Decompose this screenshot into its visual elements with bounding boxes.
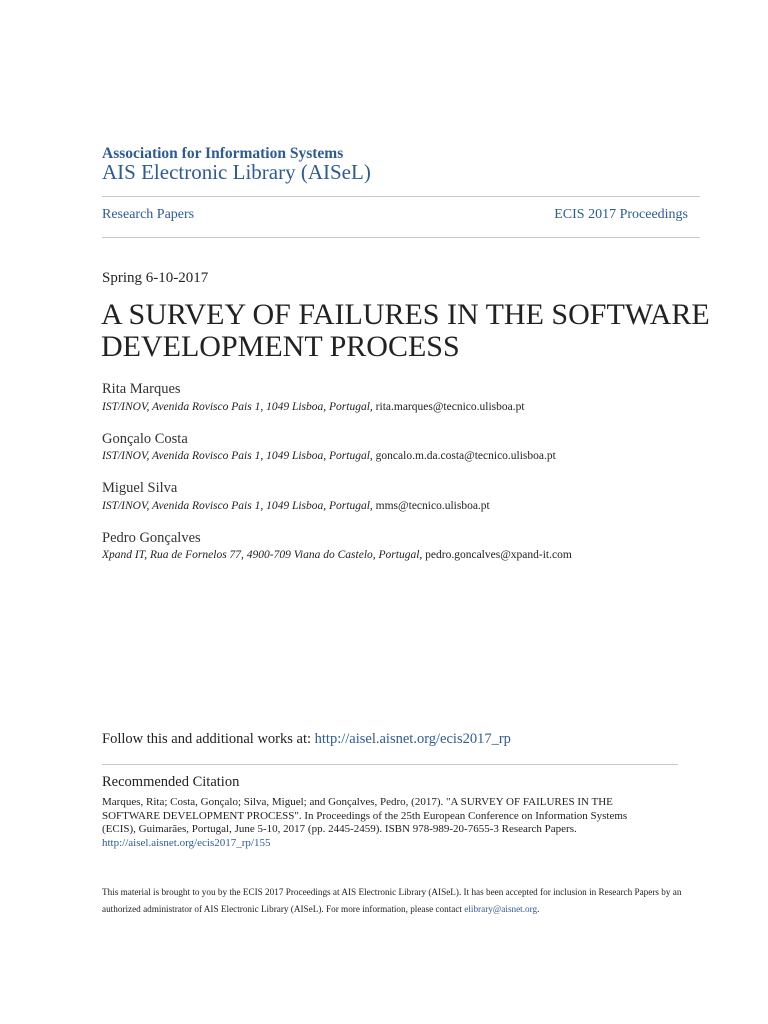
author-email: mms@tecnico.ulisboa.pt	[375, 500, 490, 512]
paper-title: A SURVEY OF FAILURES IN THE SOFTWARE DEVELOPMENT PROCESS	[101, 298, 710, 363]
association-name[interactable]: Association for Information Systems	[102, 145, 344, 162]
author-name: Miguel Silva	[102, 480, 178, 496]
follow-text: Follow this and additional works at:	[102, 731, 312, 747]
author-affiliation	[102, 549, 572, 561]
research-papers-link[interactable]: Research Papers	[102, 207, 195, 222]
footer-email-link[interactable]: elibrary@aisnet.org	[464, 903, 538, 914]
affiliation-text: IST/INOV, Avenida Rovisco Pais 1, 1049 Lisboa, Portugal,	[102, 500, 373, 512]
author-name: Pedro Gonçalves	[102, 530, 201, 546]
author-name: Gonçalo Costa	[102, 431, 188, 447]
header-divider-top	[102, 196, 700, 197]
library-name[interactable]: AIS Electronic Library (AISeL)	[102, 160, 371, 184]
citation-divider	[102, 764, 678, 765]
recommended-citation-heading: Recommended Citation	[102, 774, 240, 790]
author-affiliation	[102, 500, 490, 512]
author-name: Rita Marques	[102, 381, 181, 397]
affiliation-text: IST/INOV, Avenida Rovisco Pais 1, 1049 Lisboa, Portugal,	[102, 401, 373, 413]
citation-text: Marques, Rita; Costa, Gonçalo; Silva, Miguel; and Gonçalves, Pedro, (2017). "A SURVEY OF FAILURES IN THE SOFTWARE DEVELOPMENT PROCESS". In Proceedings of the 25th European Conference on Information Systems (ECIS), Guimarães, Portugal, June 5-10, 2017 (pp. 2445-2459). ISBN 978-989-20-7655-3 Research Papers.	[102, 796, 628, 836]
author-affiliation	[102, 450, 556, 462]
citation-body	[102, 796, 662, 851]
footer-notice	[102, 884, 682, 917]
footer-text: This material is brought to you by the ECIS 2017 Proceedings at AIS Electronic Library (AISeL). It has been accepted for inclusion in Research Papers by an authorized administrator of AIS Electronic Library (AISeL). For more information, please contact	[102, 887, 682, 914]
ecis-proceedings-link[interactable]: ECIS 2017 Proceedings	[554, 207, 688, 222]
author-email: goncalo.m.da.costa@tecnico.ulisboa.pt	[375, 450, 556, 462]
footer-period: .	[537, 903, 540, 914]
affiliation-text: IST/INOV, Avenida Rovisco Pais 1, 1049 Lisboa, Portugal,	[102, 450, 373, 462]
follow-link[interactable]: http://aisel.aisnet.org/ecis2017_rp	[314, 731, 511, 747]
header-divider-bottom	[102, 237, 700, 238]
author-email: pedro.goncalves@xpand-it.com	[425, 549, 572, 561]
affiliation-text: Xpand IT, Rua de Fornelos 77, 4900-709 Viana do Castelo, Portugal,	[102, 549, 423, 561]
publication-date: Spring 6-10-2017	[102, 270, 209, 286]
author-email: rita.marques@tecnico.ulisboa.pt	[375, 401, 525, 413]
follow-line	[102, 731, 511, 748]
citation-link[interactable]: http://aisel.aisnet.org/ecis2017_rp/155	[102, 837, 271, 850]
author-affiliation	[102, 401, 525, 413]
